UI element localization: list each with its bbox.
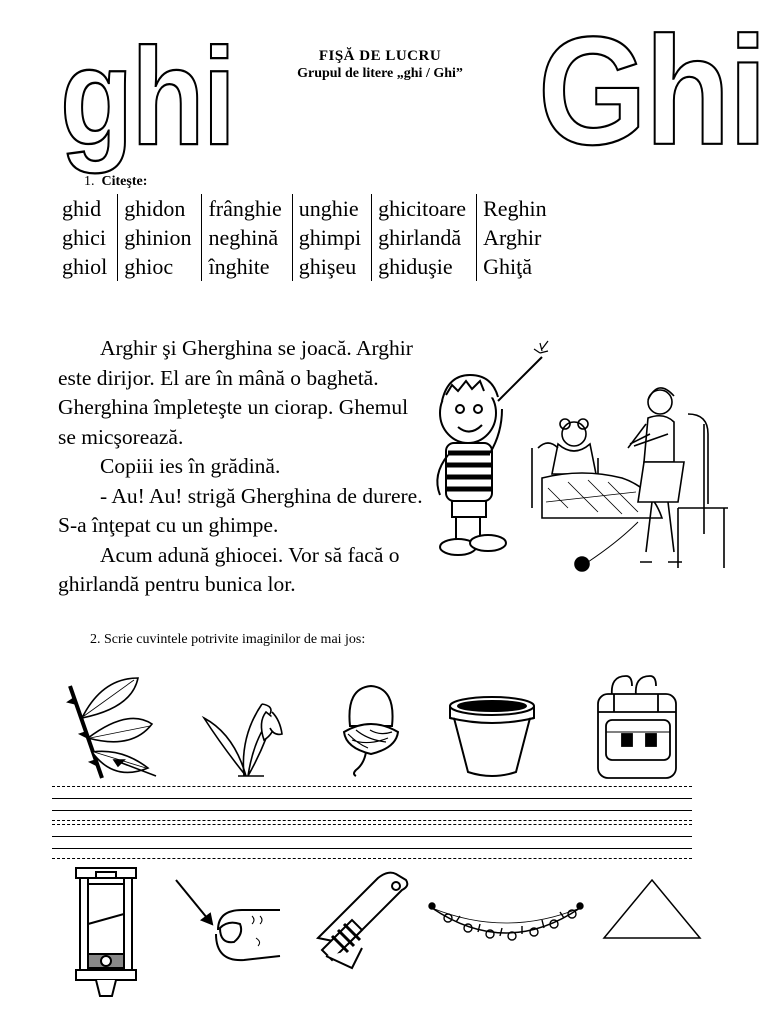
worksheet-subtitle: Grupul de litere „ghi / Ghi”: [297, 66, 463, 81]
word-cell: înghite: [202, 252, 292, 281]
writing-line-solid[interactable]: [52, 798, 692, 799]
word-cell: ghicitoare: [372, 194, 477, 223]
writing-line-dashed[interactable]: [52, 824, 692, 825]
ghiveci-pot-icon: [446, 694, 538, 780]
word-cell: Reghin: [477, 194, 557, 223]
word-cell: ghiol: [62, 254, 108, 279]
word-cell: ghişeu: [292, 252, 371, 281]
girl-knitting-icon: [528, 378, 734, 578]
writing-line-solid[interactable]: [52, 848, 692, 849]
writing-line-dashed[interactable]: [52, 820, 692, 821]
worksheet-title: FIŞĂ DE LUCRU: [318, 48, 442, 64]
exercise-1-instruction: Citeşte:: [101, 174, 148, 189]
word-cell: neghină: [202, 223, 292, 252]
word-cell: Arghir: [477, 223, 557, 252]
triunghi-triangle-icon: [602, 878, 702, 940]
writing-line-dashed[interactable]: [52, 858, 692, 859]
unghie-finger-icon: [172, 876, 282, 966]
exercise-1-heading: [84, 174, 147, 190]
exercise-1-number: 1.: [84, 174, 95, 189]
exercise-2-instruction: 2. Scrie cuvintele potrivite imaginilor de mai jos:: [90, 632, 366, 647]
ghimpe-branch-icon: [62, 672, 162, 782]
ghiozdan-bag-icon: [592, 672, 682, 782]
ghiocel-flower-icon: [202, 670, 294, 780]
ghirlanda-garland-icon: [428, 898, 584, 946]
word-cell: ghici: [62, 225, 106, 250]
word-cell: ghioc: [118, 252, 202, 281]
word-cell: Ghiţă: [477, 252, 557, 281]
word-cell: ghirlandă: [372, 223, 477, 252]
writing-line-solid[interactable]: [52, 836, 692, 837]
word-cell: ghid: [62, 196, 102, 221]
big-letters-ghi-lower: ghi: [60, 19, 234, 175]
word-cell: unghie: [292, 194, 371, 223]
ghinda-acorn-icon: [336, 682, 406, 778]
word-cell: frânghie: [202, 194, 292, 223]
writing-line-solid[interactable]: [52, 810, 692, 811]
writing-line-dashed[interactable]: [52, 786, 692, 787]
word-row: [56, 223, 557, 252]
unghiera-clipper-icon: [312, 866, 416, 970]
word-cell: ghidon: [118, 194, 202, 223]
story-paragraph: Arghir şi Gherghina se joacă. Arghir este dirijor. El are în mână o baghetă. Gherghina împleteşte un ciorap. Ghemul se micşorează.: [58, 336, 413, 449]
story-paragraph: Copiii ies în grădină.: [100, 454, 281, 478]
boy-conductor-icon: [430, 335, 540, 565]
reading-story: [58, 334, 430, 600]
word-cell: ghiduşie: [372, 252, 477, 281]
story-paragraph: - Au! Au! strigă Gherghina de durere. S-a înţepat cu un ghimpe.: [58, 483, 423, 537]
story-paragraph: Acum adună ghiocei. Vor să facă o ghirlandă pentru bunica lor.: [58, 542, 400, 596]
word-table: [56, 194, 557, 281]
big-letters-ghi-upper: Ghi: [538, 4, 766, 177]
word-cell: ghimpi: [292, 223, 371, 252]
ghilotina-icon: [74, 866, 138, 1002]
word-row: [56, 194, 557, 223]
word-cell: ghinion: [118, 223, 202, 252]
word-row: [56, 252, 557, 281]
